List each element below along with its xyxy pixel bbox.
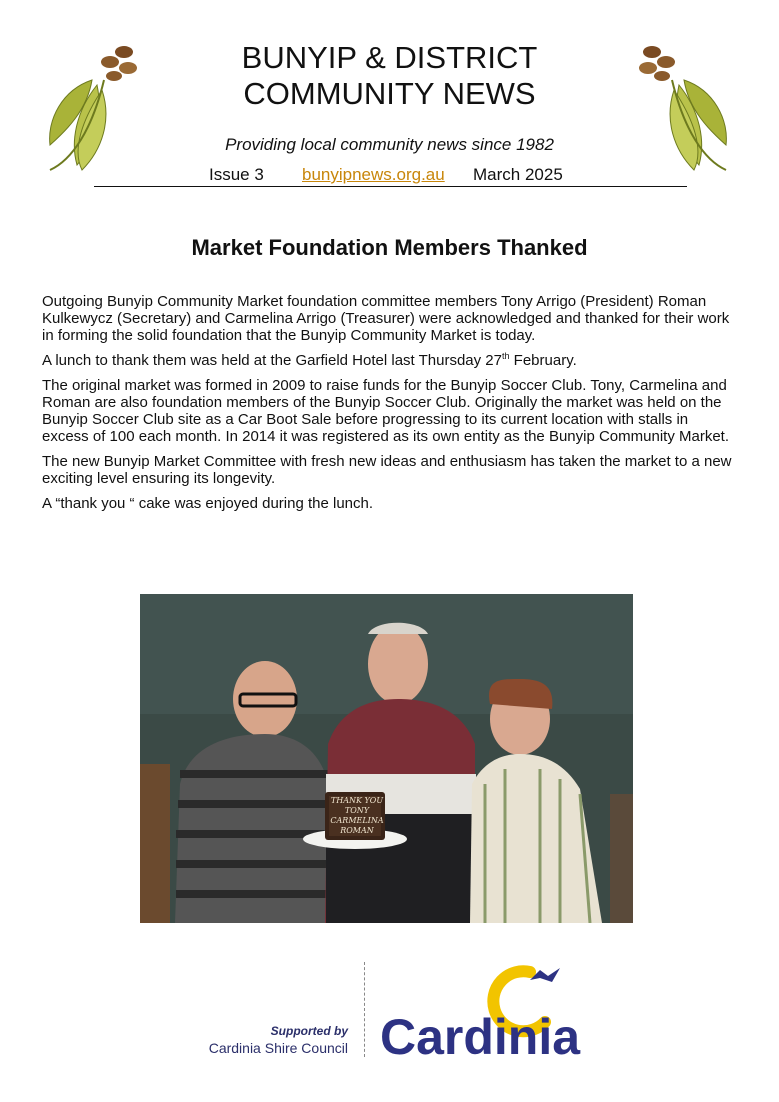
footer-divider: [364, 962, 365, 1057]
council-name: Cardinia Shire Council: [208, 1040, 348, 1056]
article-paragraph: A “thank you “ cake was enjoyed during the lunch.: [42, 495, 374, 512]
article-headline: Market Foundation Members Thanked: [191, 235, 588, 260]
issue-date: March 2025: [473, 165, 563, 184]
paragraph-text: February.: [509, 352, 577, 369]
paragraph-text: A lunch to thank them was held at the Garfield Hotel last Thursday 27: [42, 352, 502, 369]
cake-text-line: ROMAN: [340, 826, 374, 835]
website-link[interactable]: bunyipnews.org.au: [302, 165, 445, 184]
event-photo: [140, 594, 633, 923]
cake-text-line: CARMELINA: [330, 816, 384, 825]
ordinal-suffix: th: [501, 351, 510, 361]
title-line-1: BUNYIP & DISTRICT: [241, 40, 538, 75]
cake-text-line: THANK YOU: [330, 796, 384, 805]
supported-by-label: Supported by: [270, 1024, 348, 1038]
cake-text-line: TONY: [344, 806, 370, 815]
sponsor-credit: [0, 1024, 348, 1056]
article-body: [42, 293, 737, 520]
article-paragraph: The new Bunyip Market Committee with fresh new ideas and enthusiasm has taken the market to a new exciting level ensuring its longevity.: [42, 453, 732, 487]
article-paragraph: Outgoing Bunyip Community Market foundation committee members Tony Arrigo (President) Roman Kulkewycz (Secretary) and Carmelina Arrigo (Treasurer) were acknowledged and thanked for their work in forming the solid foundation that the Bunyip Community Market is today.: [42, 293, 730, 344]
article-paragraph: The original market was formed in 2009 to raise funds for the Bunyip Soccer Club. Tony, Carmelina and Roman are also foundation members of the Bunyip Soccer Club. Originally the market was held on the Bunyip Soccer Club site as a Car Boot Sale before progressing to its current location with stalls in excess of 100 each month. In 2014 it was registered as its own entity as the Bunyip Community Market.: [42, 377, 730, 445]
issue-number: Issue 3: [209, 165, 264, 184]
article-paragraph: [42, 352, 737, 369]
title-line-2: COMMUNITY NEWS: [243, 76, 536, 111]
tagline: Providing local community news since 1982: [225, 135, 554, 154]
cardinia-wordmark: Cardinia: [380, 1009, 581, 1065]
header-divider: [94, 186, 687, 187]
cake-message: [327, 796, 387, 836]
newspaper-title: [0, 40, 779, 112]
